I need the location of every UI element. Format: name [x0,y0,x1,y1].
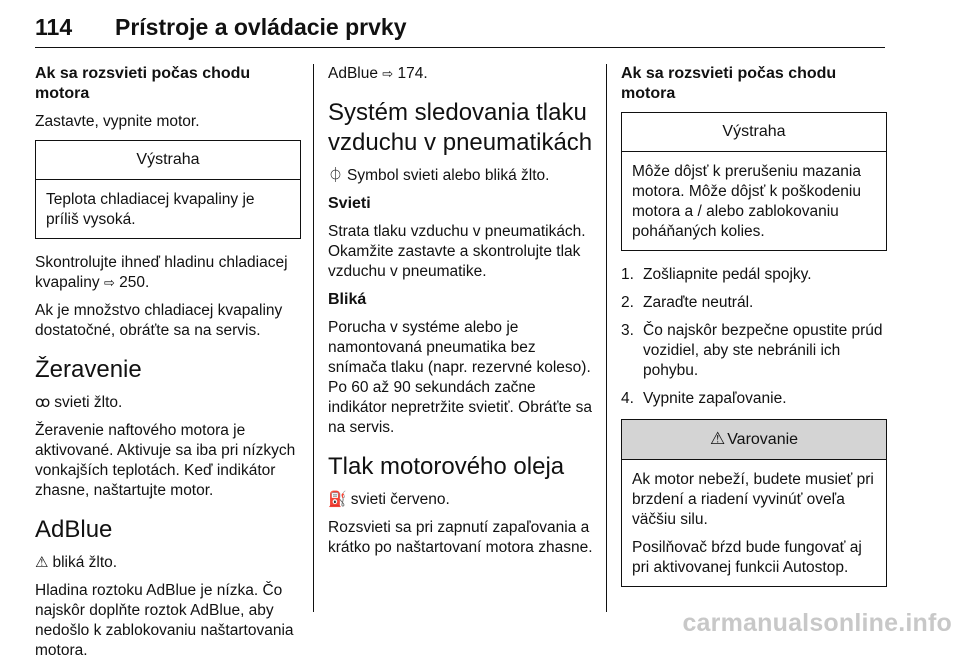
steps-list [621,265,887,409]
list-item: 3. Čo najskôr bezpečne opustite prúd vozidiel, aby ste nebránili ich pohybu. [621,322,883,379]
page-header [35,12,885,48]
section-heading: Žeravenie [35,356,142,383]
column-divider [313,64,314,612]
section-heading: Ak sa rozsvieti počas chodu motora [621,65,837,102]
caution-box-text: Posilňovač bŕzd bude fungovať aj pri aktivovanej funkcii Autostop. [632,539,862,576]
watermark: carmanualsonline.info [682,609,952,637]
column-2 [328,64,594,566]
paragraph: Ak je množstvo chladiacej kvapaliny dostatočné, obráťte sa na servis. [35,302,283,339]
paragraph: Skontrolujte ihneď hladinu chladiacej kvapaliny ⇨ 250. [35,254,288,291]
header-divider [35,47,885,48]
caution-box-text: Ak motor nebeží, budete musieť pri brzdení a riadení vyvinúť oveľa väčšiu silu. [632,471,874,528]
paragraph: Rozsvieti sa pri zapnutí zapaľovania a krátko po naštartovaní motora zhasne. [328,519,593,556]
page-title: Prístroje a ovládacie prvky [115,14,407,40]
list-item: 2. Zaraďte neutrál. [621,294,754,311]
section-heading: Ak sa rozsvieti počas chodu motora [35,65,251,102]
indicator-line: ⛽ svieti červeno. [328,491,450,508]
section-heading: Tlak motorového oleja [328,453,565,480]
indicator-line: ꝏ svieti žlto. [35,394,123,411]
warning-box-title: Výstraha [622,113,886,152]
page-ref-link[interactable]: 250. [119,274,150,291]
page-ref-arrow-icon: ⇨ [382,66,394,81]
paragraph: Zastavte, vypnite motor. [35,113,200,130]
subheading: Bliká [328,291,367,308]
adblue-icon: ⚠ [35,554,49,571]
paragraph: Porucha v systéme alebo je namontovaná pneumatika bez snímača tlaku (napr. rezervné koleso). Po 60 až 90 sekundách začne indikátor nepretržite svietiť. Obráťte sa na servis. [328,319,593,436]
tire-pressure-icon: ⏀ [328,167,344,184]
paragraph: Žeravenie naftového motora je aktivované. Aktivuje sa iba pri nízkych vonkajších teplotách. Keď indikátor zhasne, naštartujte motor. [35,422,296,499]
page-ref-link[interactable]: 174. [397,65,428,82]
paragraph: Hladina roztoku AdBlue je nízka. Čo najskôr doplňte roztok AdBlue, aby nedošlo k zablokovaniu naštartovania motora. [35,582,294,659]
list-item: 4. Vypnite zapaľovanie. [621,390,787,407]
list-item: 1. Zošliapnite pedál spojky. [621,266,812,283]
paragraph: Strata tlaku vzduchu v pneumatikách. Okamžite zastavte a skontrolujte tlak vzduchu v pneumatike. [328,223,586,280]
page-number: 114 [35,14,73,40]
indicator-line: ⚠ bliká žlto. [35,554,118,571]
section-heading: Systém sledovania tlaku vzduchu v pneumatikách [328,99,593,156]
oil-can-icon: ⛽ [328,491,347,508]
warning-box-text: Môže dôjsť k prerušeniu mazania motora. Môže dôjsť k poškodeniu motora a / alebo zablokovaniu poháňaných kolies. [632,163,861,240]
warning-box-title: Výstraha [36,141,300,180]
caution-box [621,419,887,587]
indicator-line: ⏀ Symbol svieti alebo bliká žlto. [328,167,550,184]
warning-box [35,140,301,239]
page-ref-arrow-icon: ⇨ [103,275,115,290]
glow-plug-icon: ꝏ [35,394,51,411]
warning-box-text: Teplota chladiacej kvapaliny je príliš vysoká. [46,191,255,228]
caution-box-title: ⚠ Varovanie [622,420,886,460]
column-divider [606,64,607,612]
warning-triangle-icon: ⚠ [709,429,726,448]
subheading: Svieti [328,195,371,212]
paragraph: AdBlue ⇨ 174. [328,65,428,82]
column-1 [35,64,301,669]
warning-box [621,112,887,251]
section-heading: AdBlue [35,516,113,543]
column-3 [621,64,887,601]
